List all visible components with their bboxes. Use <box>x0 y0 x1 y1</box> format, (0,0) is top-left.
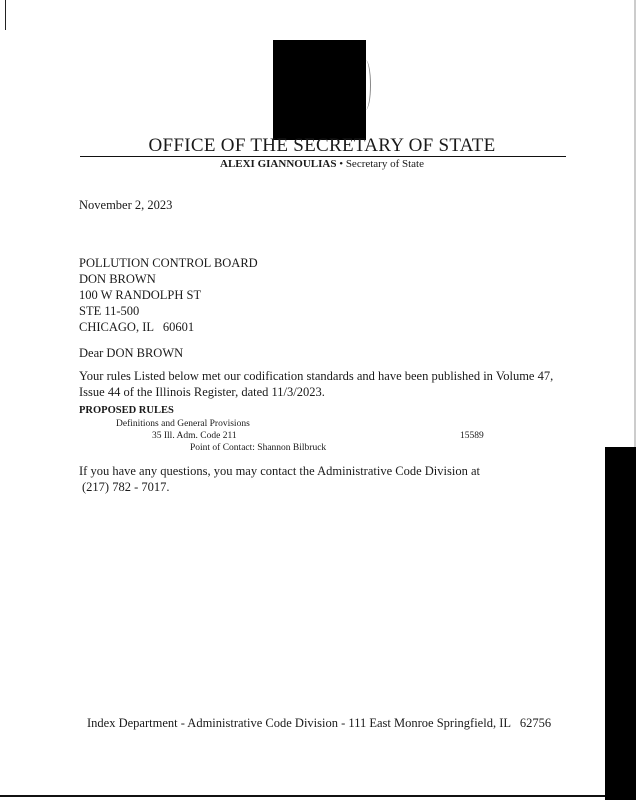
address-line-org: POLLUTION CONTROL BOARD <box>79 256 258 270</box>
secretary-title: Secretary of State <box>345 158 424 170</box>
salutation: Dear DON BROWN <box>79 346 184 360</box>
secretary-line <box>80 158 564 170</box>
address-line-city: CHICAGO, IL 60601 <box>79 320 195 334</box>
office-title: OFFICE OF THE SECRETARY OF STATE <box>148 135 496 156</box>
secretary-separator: • <box>339 158 344 170</box>
scan-artifact-right-block <box>605 447 636 800</box>
closing-phone: (217) 782 - 7017. <box>82 480 170 494</box>
title-rule <box>80 156 566 157</box>
seal-edge <box>360 60 371 110</box>
address-line-street: 100 W RANDOLPH ST <box>79 288 202 302</box>
rule-contact: Point of Contact: Shannon Bilbruck <box>190 443 327 453</box>
footer-address: Index Department - Administrative Code Division - 111 East Monroe Springfield, IL 62756 <box>87 716 552 730</box>
secretary-name: ALEXI GIANNOULIAS <box>220 158 337 170</box>
section-heading: PROPOSED RULES <box>79 405 174 416</box>
closing-line-1: If you have any questions, you may contact the Administrative Code Division at <box>79 464 480 478</box>
rule-page-number: 15589 <box>460 431 484 441</box>
scan-artifact-bottom <box>0 795 605 797</box>
rule-code: 35 Ill. Adm. Code 211 <box>152 431 237 441</box>
scan-artifact-left <box>5 0 6 30</box>
address-line-suite: STE 11-500 <box>79 304 140 318</box>
letter-date: November 2, 2023 <box>79 198 173 212</box>
address-line-name: DON BROWN <box>79 272 156 286</box>
rule-heading: Definitions and General Provisions <box>116 419 250 429</box>
body-paragraph: Your rules Listed below met our codification standards and have been published in Volume 47, Issue 44 of the Illinois Register, dated 11/3/2023. <box>79 369 554 399</box>
state-seal-redacted <box>273 40 366 140</box>
